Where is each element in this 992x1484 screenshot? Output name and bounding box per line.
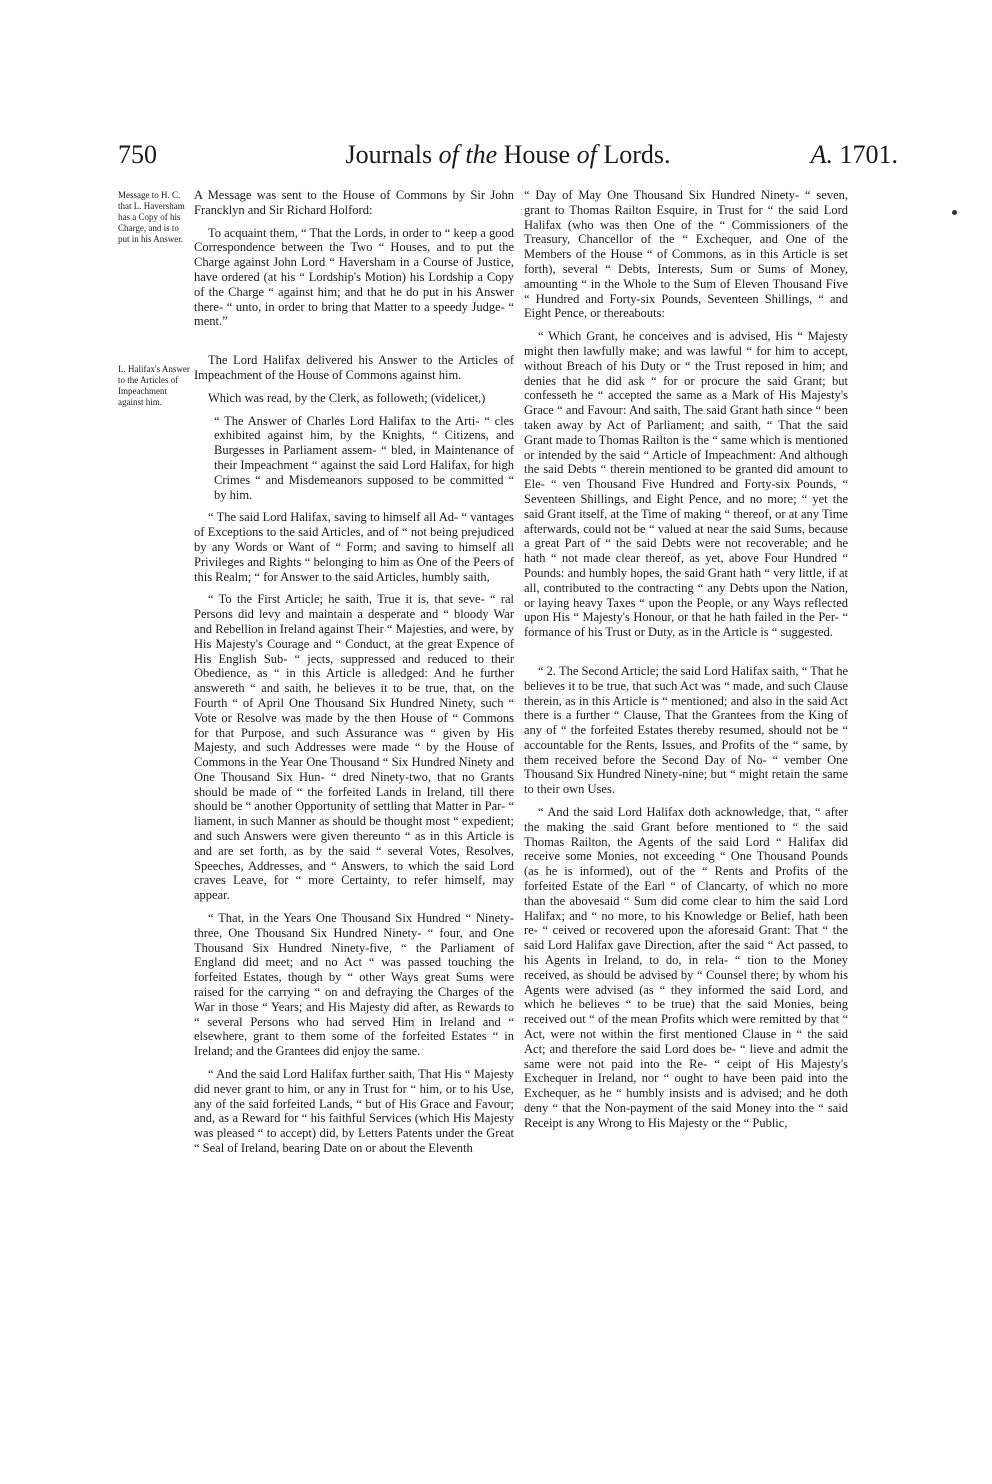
left-column — [194, 188, 514, 1164]
title-of-2: of — [576, 140, 597, 169]
paragraph-saving: “ The said Lord Halifax, saving to himself all Ad- “ vantages of Exceptions to the said Articles, and of “ not being prejudiced by any Words or Want of “ Form; and saving to himself all Privileges and Rights “ belonging to him as One of the Peers of this Realm; “ for Answer to the said Articles, humbly saith, — [194, 510, 514, 584]
year-label — [811, 140, 898, 170]
title-lords: Lords. — [603, 140, 671, 169]
paragraph-halifax-delivered: The Lord Halifax delivered his Answer to the Articles of Impeachment of the House of Commons against him. — [194, 353, 514, 382]
title-house: House — [503, 140, 571, 169]
right-column — [524, 188, 848, 1139]
margin-note-halifax-answer: L. Halifax's Answer to the Articles of Impeachment against him. — [118, 364, 190, 407]
title-the: the — [465, 140, 498, 169]
paragraph-acquaint: To acquaint them, “ That the Lords, in order to “ keep a good Correspondence between the Two “ Houses, and to put the Charge against John Lord “ Haversham in a Course of Justice, have ordered (at his “ Lordship's Motion) his Lordship a Copy of the Charge “ against him; and that he do put in his Answer there- “ unto, in order to bring that Matter to a speedy Judge- “ ment.” — [194, 225, 514, 329]
ink-mark — [952, 210, 957, 215]
title-of-1: of — [438, 140, 459, 169]
paragraph-years: “ That, in the Years One Thousand Six Hundred “ Ninety-three, One Thousand Six Hundred Ninety- “ four, and One Thousand Six Hundred Ninety-five, “ the Parliament of England did meet; and no Act “ was passed touching the forfeited Estates, though by “ other Ways great Sums were raised for the carrying “ on and defraying the Charges of the War in those “ Years; and His Majesty did after, as Rewards to “ several Persons who had served Him in Ireland and “ elsewhere, grant to them some of the forfeited Estates “ in Ireland; and the Grantees did enjoy the same. — [194, 911, 514, 1059]
paragraph-read-by-clerk: Which was read, by the Clerk, as followeth; (videlicet,) — [208, 390, 486, 405]
margin-note-message: Message to H. C. that L. Haversham has a Copy of his Charge, and is to put in his Answer. — [118, 190, 185, 244]
paragraph-second-article: “ 2. The Second Article; the said Lord Halifax saith, “ That he believes it to be true, that such Act was “ made, and such Clause therein, as in this Article is “ mentioned; and also in the said Act there is a further “ Clause, That the Grantees from the King of any of “ the forfeited Estates thereby resumed, should not be “ accountable for the Rents, Issues, and Profits of the “ same, by them received before the Second Day of No- “ vember One Thousand Six Hundred Ninety-nine; but “ might retain the same to their own Uses. — [524, 663, 848, 797]
paragraph-answer-heading: “ The Answer of Charles Lord Halifax to the Arti- “ cles exhibited against him, by the Knights, “ Citizens, and Burgesses in Parliament assem- “ bled, in Maintenance of their Impeachment “ against the said Lord Halifax, for high Crimes “ and Misdemeanors supposed to be committed “ by him. — [214, 413, 514, 502]
page-number: 750 — [118, 140, 157, 169]
year-value: 1701. — [839, 140, 898, 169]
running-title — [118, 140, 898, 170]
paragraph-day-of-may: “ Day of May One Thousand Six Hundred Ninety- “ seven, grant to Thomas Railton Esquire, in Trust for “ the said Lord Halifax (who was then One of the “ Commissioners of the Treasury, Chancellor of the “ Exchequer, and One of the Members of the House “ of Commons, as in this Article is set forth), several “ Debts, Interests, Sum or Sums of Money, amounting “ in the Whole to the Sum of Eleven Thousand Five “ Hundred and Forty-six Pounds, Seventeen Shillings, “ and Eight Pence, or thereabouts: — [524, 188, 848, 321]
paragraph-acknowledge: “ And the said Lord Halifax doth acknowledge, that, “ after the making the said Grant before mentioned to “ the said Thomas Railton, the Agents of the said Lord “ Halifax did receive some Monies, not exceeding “ One Thousand Pounds (as he is informed), out of the “ Rents and Profits of the forfeited Estate of the Earl “ of Clancarty, of which no more than the abovesaid “ Sum did come clear to him the said Lord Halifax; and “ no more, to his Knowledge or Belief, hath been re- “ ceived or recovered upon the aforesaid Grant: That “ the said Lord Halifax gave Direction, after the said “ Act passed, to his Agents in Ireland, to do, in rela- “ tion to the Money received, as should be advised by “ Counsel there; by whom his Agents were advised (as “ they informed the said Lord, and which he believes “ to be true) that the said Monies, being received out “ of the mean Profits which were remitted by that “ Act, were not within the first mentioned Clause in “ the said Act; and therefore the said Lord does be- “ lieve and admit the same were not paid into the Re- “ ceipt of His Majesty's Exchequer in Ireland, nor “ ought to have been paid into the Exchequer, as he “ humbly insists and is advised; and he doth deny “ that the Non-payment of the said Money into the “ said Receipt is any Wrong to His Majesty or the “ Public, — [524, 805, 848, 1130]
paragraph-which-grant: “ Which Grant, he conceives and is advised, His “ Majesty might then lawfully make; and was lawful “ for him to accept, without Breach of his Duty or “ the Trust reposed in him; and denies that he did ask “ for or procure the said Grant; but confesseth he “ accepted the same as a Mark of His Majesty's Grace “ and Favour: And saith, The said Grant hath since “ been taken away by Act of Parliament; and saith, “ That the said Grant made to Thomas Railton is the “ same which is mentioned or intended by the said “ Article of Impeachment: And although the said Debts “ therein mentioned to be granted did amount to Ele- “ ven Thousand Five Hundred and Forty-six Pounds, “ Seventeen Shillings, and Eight Pence, and no more; “ yet the said Grant itself, at the Time of making “ thereof, or at any Time afterwards, could not be “ valued at near the said Sums, because a great Part of “ the said Debts were not recoverable; and he hath “ not made clear thereof, as yet, above Four Hundred “ Pounds: and humbly hopes, the said Grant hath “ very little, if at all, contributed to the contracting “ any Debts upon the Nation, or laying heavy Taxes “ upon the People, or any Ways reflected upon His “ Majesty's Honour, or that he hath failed in the Per- “ formance of his Trust or Duty, as in the Article is “ suggested. — [524, 329, 848, 640]
year-prefix: A. — [810, 140, 833, 169]
paragraph-never-grant: “ And the said Lord Halifax further saith, That His “ Majesty did never grant to him, or any in Trust for “ him, or to his Use, any of the said forfeited Lands, “ but of His Grace and Favour; and, as a Reward for “ his faithful Services (which His Majesty was pleased “ to accept) did, by Letters Patents under the Great “ Seal of Ireland, bearing Date on or about the Eleventh — [194, 1067, 514, 1156]
page-header — [118, 140, 898, 180]
title-journals: Journals — [345, 140, 433, 169]
paragraph-first-article: “ To the First Article; he saith, True it is, that seve- “ ral Persons did levy and maintain a desperate and “ bloody War and Rebellion in Ireland against Their “ Majesties, and were, by His Majesty's Courage and “ Conduct, at the great Expence of His English Sub- “ jects, suppressed and reduced to their Obedience, as “ in this Article is alledged: And he further answereth “ and saith, he believes it to be true, that, on the Fourth “ of April One Thousand Six Hundred Ninety, such “ Vote or Resolve was made by the then House of “ Commons for that Purpose, and such Assurance was “ given by His Majesty, and such Addresses were made “ by the House of Commons in the Year One Thousand “ Six Hundred Ninety and One Thousand Six Hun- “ dred Ninety-two, that no Grants should be made of “ the forfeited Lands in Ireland, till there should be “ another Opportunity of settling that Matter in Par- “ liament, in such Manner as should be thought most “ expedient; and such Answers were given thereunto “ as in this Article is and are set forth, as by the said “ several Votes, Resolves, Speeches, Addresses, and “ Answers, to which the said Lord craves Leave, for “ more Certainty, to refer himself, may appear. — [194, 592, 514, 903]
paragraph-message: A Message was sent to the House of Commons by Sir John Francklyn and Sir Richard Holford: — [194, 188, 514, 217]
